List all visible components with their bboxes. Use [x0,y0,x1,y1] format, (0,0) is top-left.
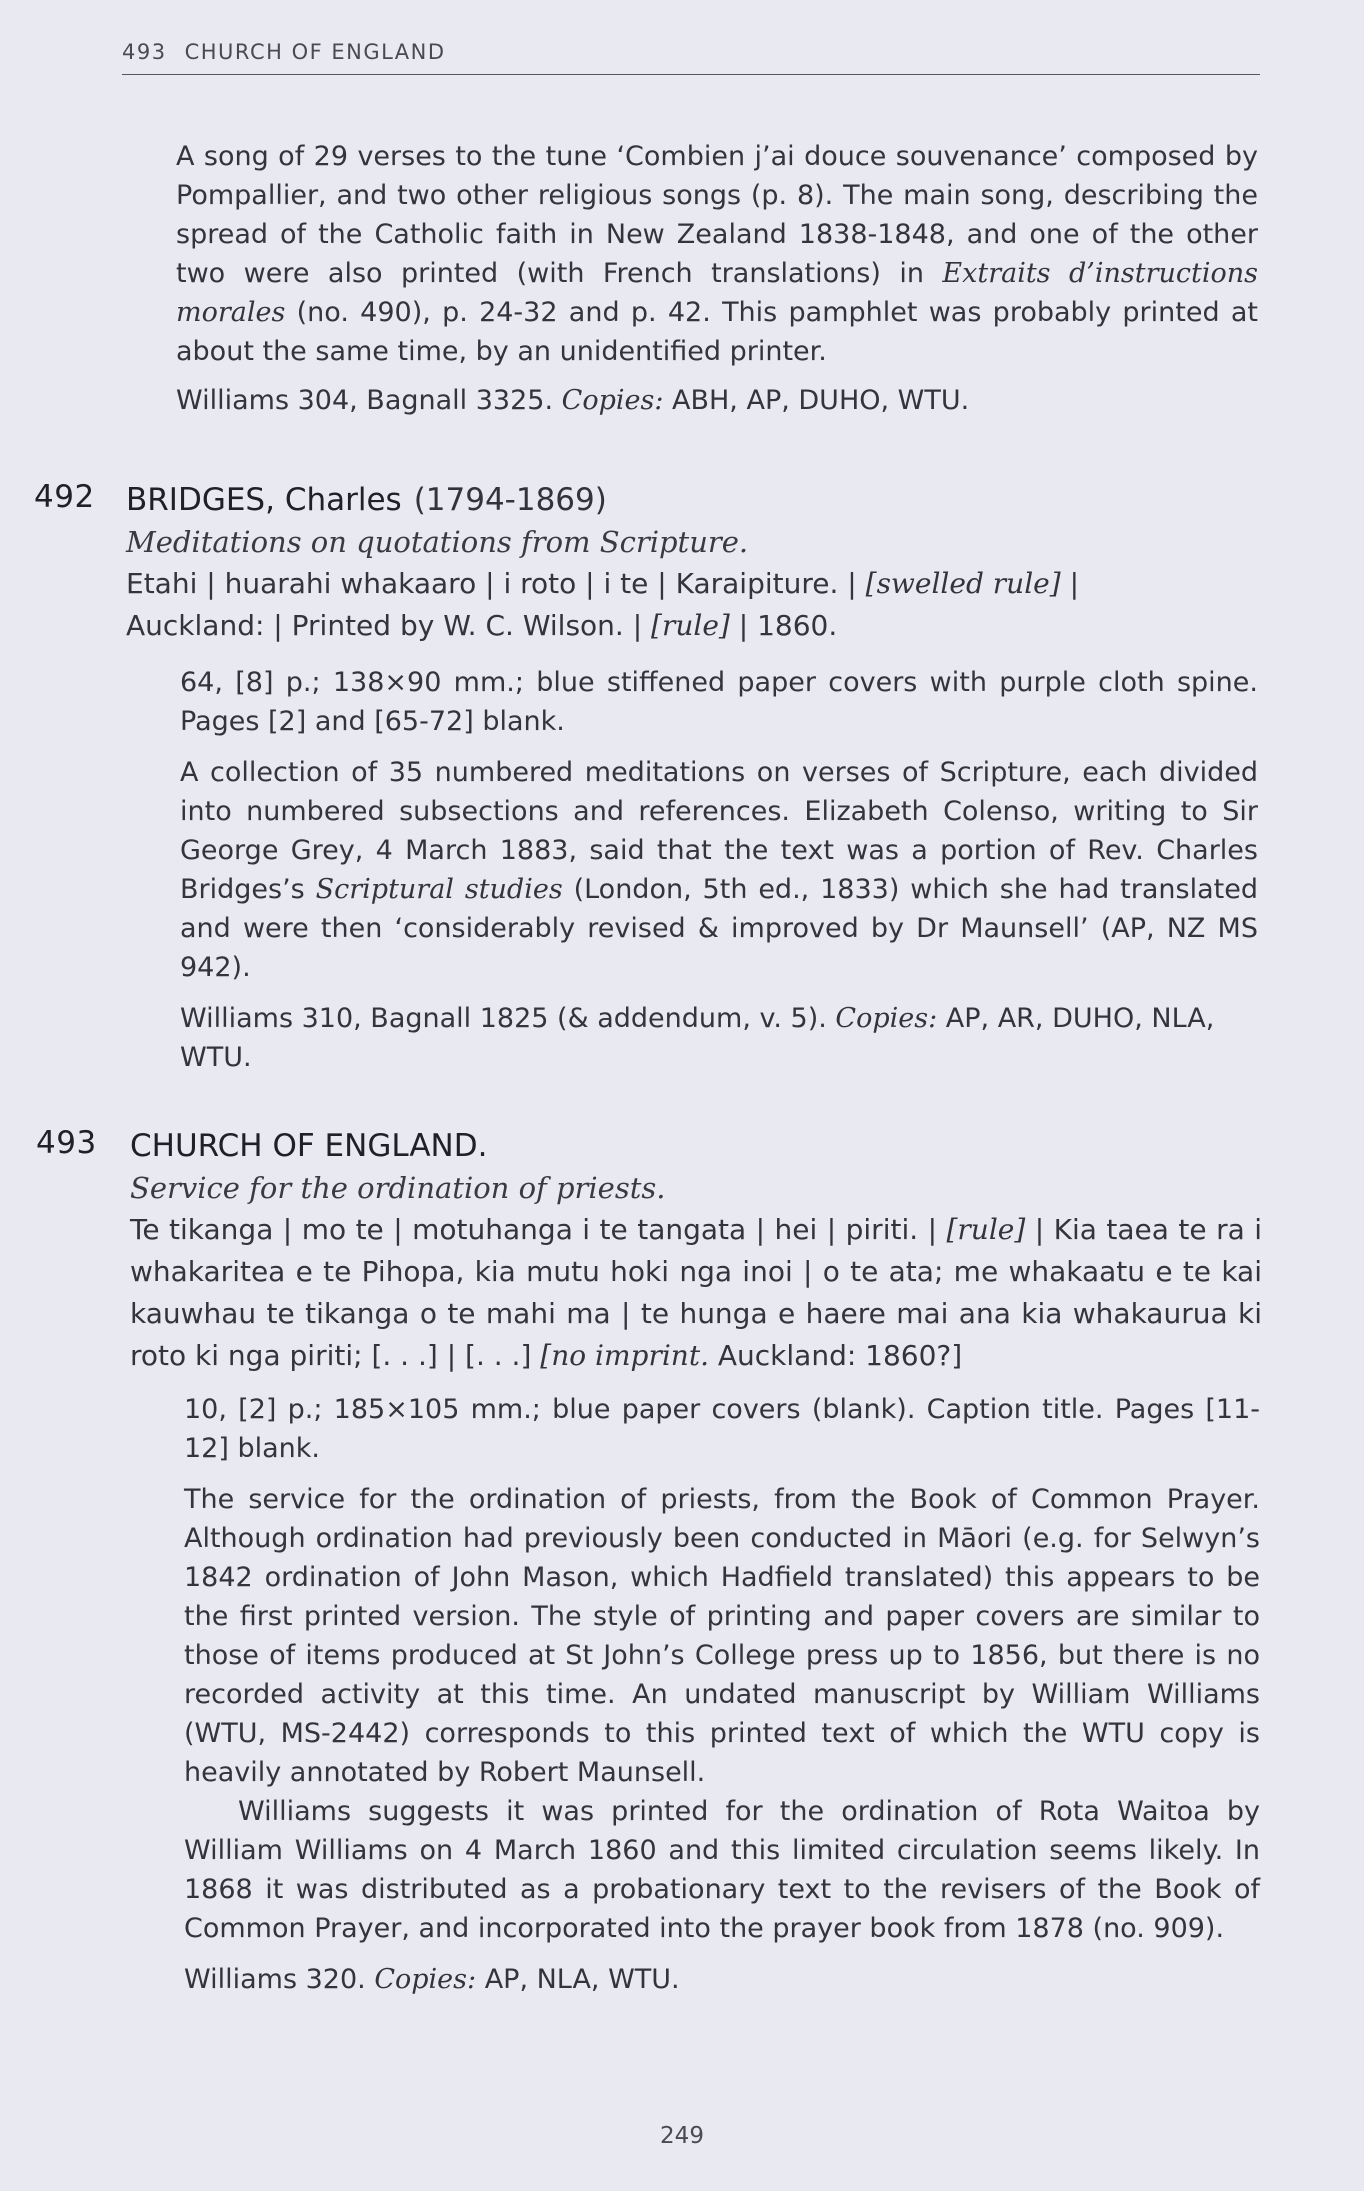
entry-492-references: Williams 310, Bagnall 1825 (& addendum, v. 5). Copies: AP, AR, DUHO, NLA, WTU. [180,1003,1215,1073]
running-head [122,40,1260,75]
entry-492-title: Meditations on quotations from Scripture. [126,525,749,559]
page-number: 249 [660,2123,704,2149]
entry-493-references: Williams 320. Copies: AP, NLA, WTU. [184,1964,680,1995]
entry-492 [126,479,1262,647]
entry-493 [130,1125,1262,1377]
entry-493-transcription: Te tikanga | mo te | motuhanga i te tangata | hei | piriti. | [rule] | Kia taea te ra i whakaritea e te Pihopa, kia mutu hoki nga inoi | o te ata; me whakaatu e te kai kauwhau te tikanga o te mahi ma | te hunga e haere mai ana kia whakaurua ki roto ki nga piriti; [. . .] | [. . .] [no imprint. Auckland: 1860?] [130,1213,1262,1372]
entry-492-author: BRIDGES, Charles [126,482,402,518]
entry-493-details [184,1390,1260,1999]
running-head-page: 493 [122,40,167,64]
entry-493-notes-2: Williams suggests it was printed for the ordination of Rota Waitoa by William Williams on 4 March 1860 and this limited circulation seems likely. In 1868 it was distributed as a probationary text to the revisers of the Book of Common Prayer, and incorporated into the prayer book from 1878 (no. 909). [184,1796,1260,1944]
entry-492-dates: (1794-1869) [413,482,607,518]
entry-491-notes: A song of 29 verses to the tune ‘Combien j’ai douce souvenance’ composed by Pompallier, and two other religious songs (p. 8). The main song, describing the spread of the Catholic faith in New Zealand 1838-1848, and one of the other two were also printed (with French translations) in Extraits d’instructions morales (no. 490), p. 24-32 and p. 42. This pamphlet was probably printed at about the same time, by an unidentified printer. [176,141,1259,367]
entry-491-references: Williams 304, Bagnall 3325. Copies: ABH, AP, DUHO, WTU. [176,385,970,416]
running-head-title: CHURCH OF ENGLAND [184,40,446,64]
entry-493-title: Service for the ordination of priests. [130,1171,666,1205]
entry-492-notes: A collection of 35 numbered meditations on verses of Scripture, each divided into numbered subsections and references. Elizabeth Colenso, writing to Sir George Grey, 4 March 1883, said that the text was a portion of Rev. Charles Bridges’s Scriptural studies (London, 5th ed., 1833) which she had translated and were then ‘considerably revised & improved by Dr Maunsell’ (AP, NZ MS 942). [180,757,1258,983]
entry-492-number: 492 [34,479,95,515]
entry-491-tail [176,137,1258,420]
entry-493-number: 493 [36,1125,97,1161]
entry-492-heading [126,479,1262,521]
entry-493-collation: 10, [2] p.; 185×105 mm.; blue paper covers (blank). Caption title. Pages [11-12] blank. [184,1394,1260,1464]
entry-493-notes-1: The service for the ordination of priests, from the Book of Common Prayer. Although ordination had previously been conducted in Māori (e.g. for Selwyn’s 1842 ordination of John Mason, which Hadfield translated) this appears to be the first printed version. The style of printing and paper covers are similar to those of items produced at St John’s College press up to 1856, but there is no recorded activity at this time. An undated manuscript by William Williams (WTU, MS-2442) corresponds to this printed text of which the WTU copy is heavily annotated by Robert Maunsell. [184,1484,1260,1788]
entry-492-transcription: Etahi | huarahi whakaaro | i roto | i te | Karaipiture. | [swelled rule] | Auckland: | Printed by W. C. Wilson. | [rule] | 1860. [126,567,1079,642]
entry-492-details [180,663,1258,1077]
entry-493-author: CHURCH OF ENGLAND. [130,1128,488,1164]
entry-492-collation: 64, [8] p.; 138×90 mm.; blue stiffened paper covers with purple cloth spine. Pages [2] and [65-72] blank. [180,667,1258,737]
